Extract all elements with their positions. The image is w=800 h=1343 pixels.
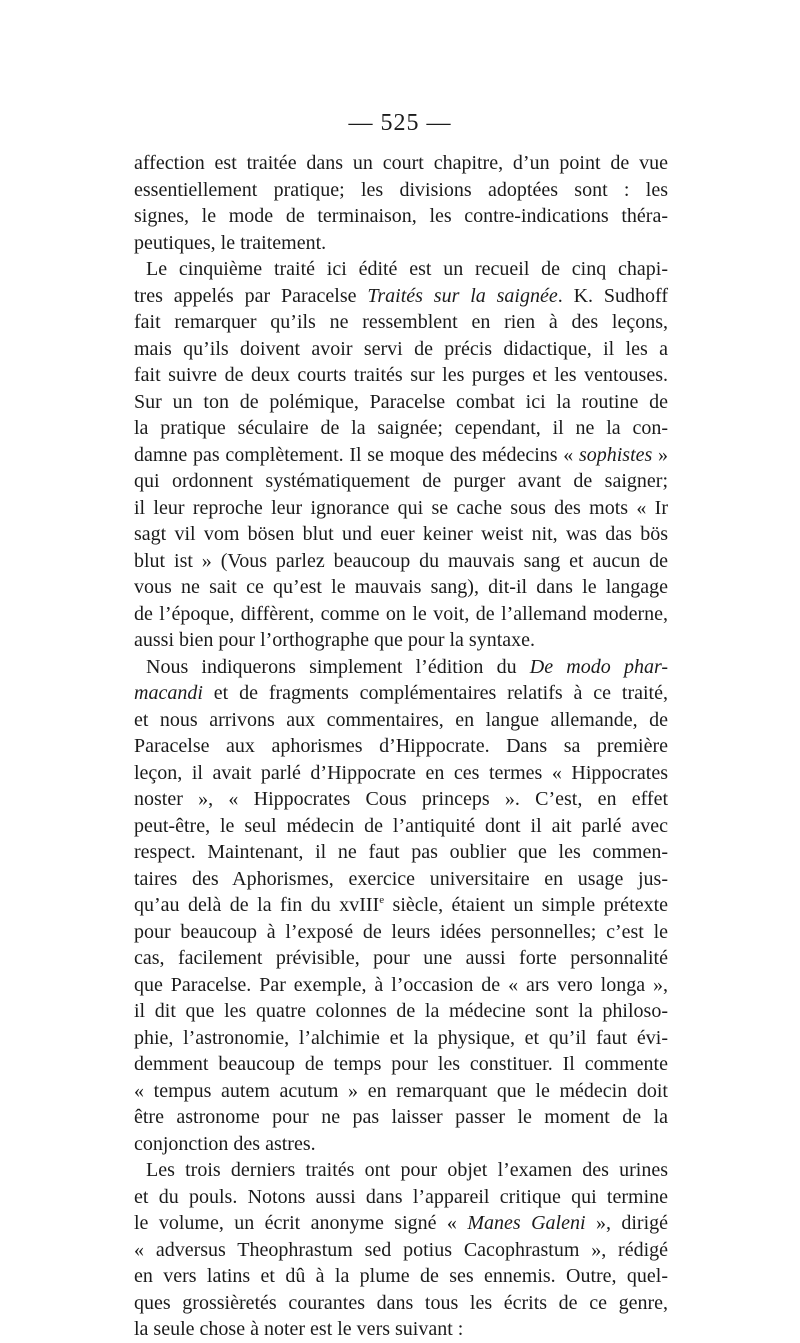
text-line: il leur reproche leur ignorance qui se cache sous des mots « Ir bbox=[134, 496, 668, 519]
text-line: taires des Aphorismes, exercice universitaire en usage jus- bbox=[134, 867, 668, 890]
text-line: la seule chose à noter est le vers suivant : bbox=[134, 1318, 464, 1340]
text-line: vous ne sait ce qu’est le mauvais sang), dit-il dans le langage bbox=[134, 576, 668, 598]
text-line: fait suivre de deux courts traités sur les purges et les ventouses. bbox=[134, 364, 668, 386]
text-line: peutiques, le traitement. bbox=[134, 231, 327, 254]
text-line: Le cinquième traité ici édité est un recueil de cinq chapi- bbox=[146, 258, 668, 280]
text-line: cas, facilement prévisible, pour une aussi forte personnalité bbox=[134, 947, 668, 969]
text-line: demment beaucoup de temps pour les constituer. Il commente bbox=[134, 1053, 668, 1075]
text-line: et nous arrivons aux commentaires, en langue allemande, de bbox=[134, 708, 668, 731]
text-line: il dit que les quatre colonnes de la médecine sont la philoso- bbox=[134, 1000, 668, 1022]
text-line: essentiellement pratique; les divisions adoptées sont : les bbox=[134, 178, 668, 201]
text-line: la pratique séculaire de la saignée; cependant, il ne la con- bbox=[134, 417, 668, 439]
text-line: aussi bien pour l’orthographe que pour la syntaxe. bbox=[134, 629, 536, 651]
text-line: être astronome pour ne pas laisser passer le moment de la bbox=[134, 1106, 668, 1128]
text-line: le volume, un écrit anonyme signé « Manes Galeni », dirigé bbox=[134, 1212, 669, 1234]
paragraph-2 bbox=[134, 256, 668, 654]
text-line: noster », « Hippocrates Cous princeps ». C’est, en effet bbox=[134, 788, 668, 810]
text-line: fait remarquer qu’ils ne ressemblent en rien à des leçons, bbox=[134, 311, 668, 333]
text-line: Sur un ton de polémique, Paracelse combat ici la routine de bbox=[134, 390, 668, 413]
text-line: mais qu’ils doivent avoir servi de précis didactique, il les a bbox=[134, 337, 668, 360]
text-line: phie, l’astronomie, l’alchimie et la physique, et qu’il faut évi- bbox=[134, 1026, 668, 1049]
text-line: qui ordonnent systématiquement de purger avant de saigner; bbox=[134, 470, 668, 492]
page-number: — 525 — bbox=[348, 110, 452, 136]
text-line: ques grossièretés courantes dans tous les écrits de ce genre, bbox=[134, 1291, 668, 1314]
text-line: et du pouls. Notons aussi dans l’appareil critique qui termine bbox=[134, 1185, 668, 1208]
text-line: damne pas complètement. Il se moque des médecins « sophistes » bbox=[134, 443, 669, 466]
text-line: leçon, il avait parlé d’Hippocrate en ces termes « Hippocrates bbox=[134, 761, 668, 784]
text-line: affection est traitée dans un court chapitre, d’un point de vue bbox=[134, 152, 668, 174]
text-line: de l’époque, diffèrent, comme on le voit, de l’allemand moderne, bbox=[134, 602, 668, 625]
text-line: que Paracelse. Par exemple, à l’occasion de « ars vero longa », bbox=[134, 973, 668, 996]
text-line: Paracelse aux aphorismes d’Hippocrate. Dans sa première bbox=[134, 735, 668, 757]
text-line: blut ist » (Vous parlez beaucoup du mauvais sang et aucun de bbox=[134, 549, 668, 572]
paragraph-1 bbox=[134, 150, 668, 256]
text-line: « tempus autem acutum » en remarquant que le médecin doit bbox=[134, 1079, 668, 1102]
text-line: Nous indiquerons simplement l’édition du De modo phar- bbox=[146, 655, 668, 678]
text-line: macandi et de fragments complémentaires relatifs à ce traité, bbox=[134, 682, 668, 704]
text-line: peut-être, le seul médecin de l’antiquité dont il ait parlé avec bbox=[134, 814, 668, 837]
text-line: tres appelés par Paracelse Traités sur la saignée. K. Sudhoff bbox=[134, 284, 669, 307]
text-line: « adversus Theophrastum sed potius Cacophrastum », rédigé bbox=[134, 1238, 668, 1261]
text-line: signes, le mode de terminaison, les contre-indications théra- bbox=[134, 205, 668, 227]
paragraph-4 bbox=[134, 1157, 668, 1343]
text-line: en vers latins et dû à la plume de ses ennemis. Outre, quel- bbox=[134, 1265, 668, 1287]
text-line: Les trois derniers traités ont pour objet l’examen des urines bbox=[146, 1159, 668, 1181]
paragraph-3 bbox=[134, 654, 668, 1158]
text-line: respect. Maintenant, il ne faut pas oublier que les commen- bbox=[134, 841, 668, 863]
text-line: qu’au delà de la fin du xvIII$^e$ siècle, étaient un simple prétexte bbox=[134, 894, 668, 916]
text-line: pour beaucoup à l’exposé de leurs idées personnelles; c’est le bbox=[134, 920, 668, 943]
text-line: sagt vil vom bösen blut und euer keiner weist nit, was das bös bbox=[134, 523, 668, 545]
body-text bbox=[134, 150, 668, 1343]
text-line: conjonction des astres. bbox=[134, 1132, 316, 1155]
